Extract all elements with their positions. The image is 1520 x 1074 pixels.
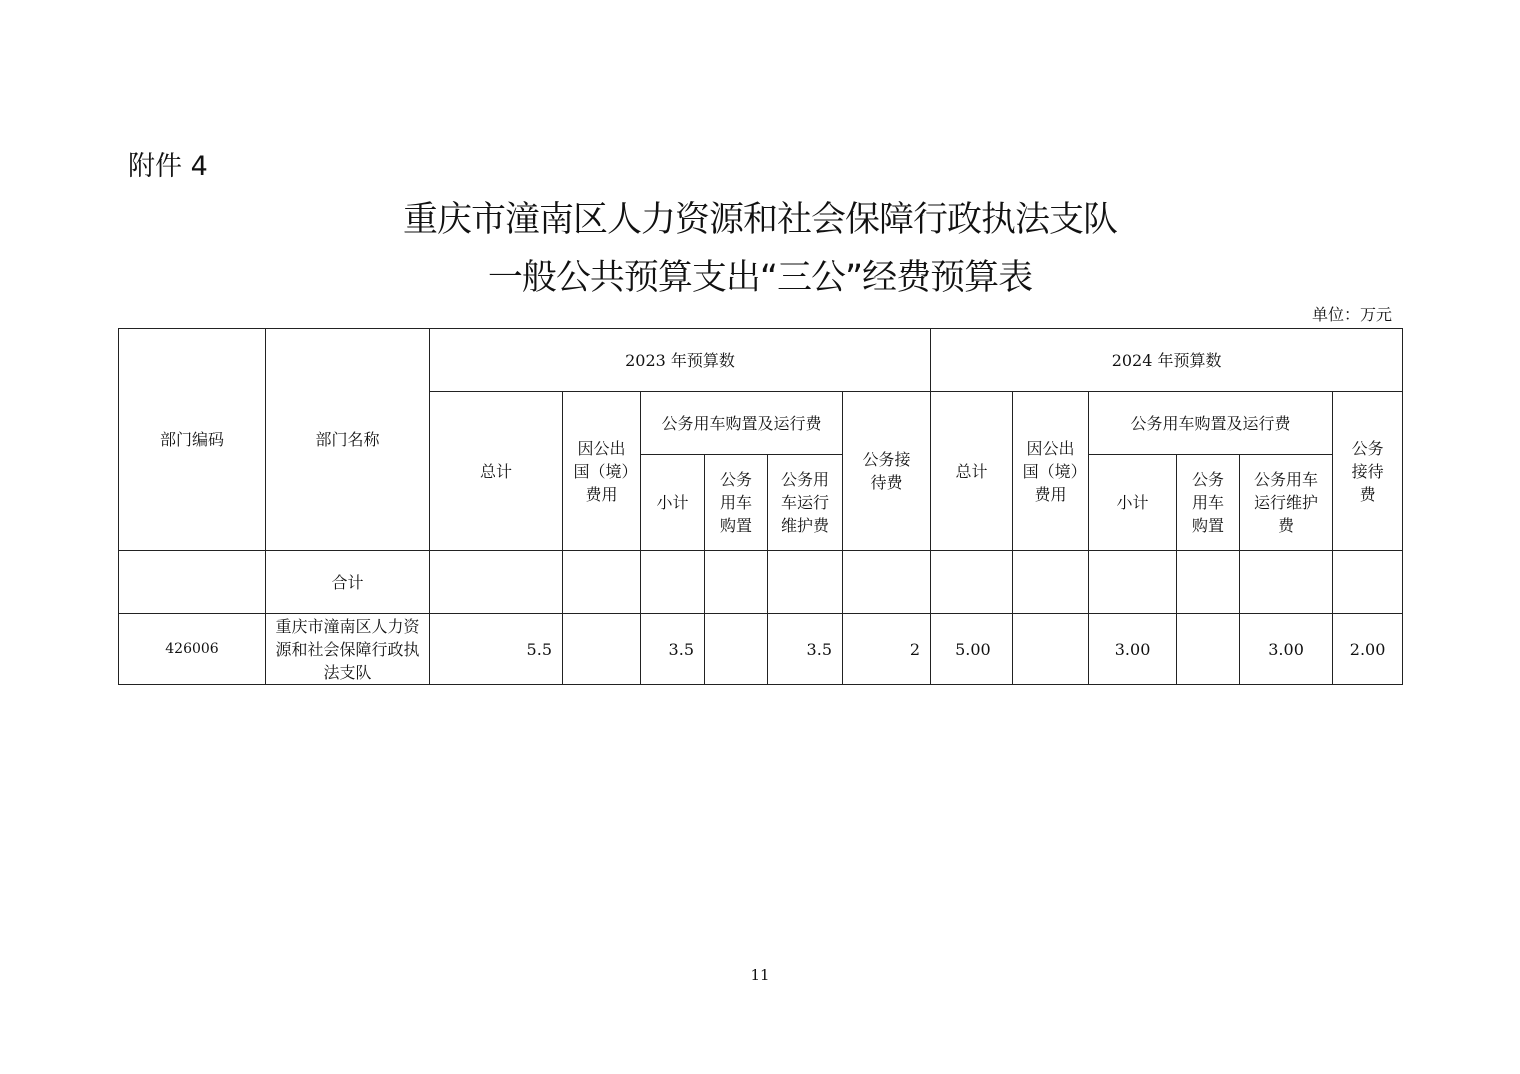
- header-2024-reception-text: 公务接待费: [1351, 438, 1384, 504]
- table-row: [119, 614, 1403, 685]
- header-2024-total: 总计: [931, 392, 1013, 551]
- header-2023-reception: [843, 392, 931, 551]
- header-2023-abroad-text: 因公出国（境）费用: [573, 438, 630, 504]
- total-row: [119, 551, 1403, 614]
- header-2024-car: 公务用车购置及运行费: [1089, 392, 1333, 455]
- header-2024-running: [1240, 455, 1333, 551]
- header-2023-abroad: [563, 392, 641, 551]
- v2024-subtotal: 3.00: [1089, 614, 1177, 685]
- header-2023-purchase: [705, 455, 768, 551]
- header-2024-purchase-text: 公务用车购置: [1192, 470, 1225, 535]
- header-2024-reception: [1333, 392, 1403, 551]
- v2024-reception: 2.00: [1333, 614, 1403, 685]
- header-2024-subtotal: 小计: [1089, 455, 1177, 551]
- v2023-subtotal: 3.5: [641, 614, 705, 685]
- v2023-total: 5.5: [430, 614, 563, 685]
- header-2023-total: 总计: [430, 392, 563, 551]
- header-2023-running: [768, 455, 843, 551]
- header-2023-subtotal: 小计: [641, 455, 705, 551]
- page-title: 重庆市潼南区人力资源和社会保障行政执法支队: [402, 200, 1117, 240]
- header-2024-running-text: 公务用车运行维护费: [1254, 470, 1319, 535]
- total-label: 合计: [266, 551, 430, 614]
- header-2024: 2024 年预算数: [931, 329, 1403, 392]
- header-2023-running-text: 公务用车运行维护费: [780, 470, 829, 535]
- budget-table: [118, 328, 1403, 685]
- v2024-purchase: [1177, 614, 1240, 685]
- total-code-cell: [119, 551, 266, 614]
- unit-label: 单位：万元: [1311, 305, 1392, 324]
- header-2023: 2023 年预算数: [430, 329, 931, 392]
- v2024-total: 5.00: [931, 614, 1013, 685]
- header-2024-purchase: [1177, 455, 1240, 551]
- dept-name-text: 重庆市潼南区人力资源和社会保障行政执法支队: [275, 616, 420, 682]
- page-number: 11: [750, 966, 770, 984]
- v2024-running: 3.00: [1240, 614, 1333, 685]
- dept-name: [266, 614, 430, 685]
- header-2023-car: 公务用车购置及运行费: [641, 392, 843, 455]
- v2023-reception: 2: [843, 614, 931, 685]
- header-2023-purchase-text: 公务用车购置: [719, 470, 752, 535]
- v2023-running: 3.5: [768, 614, 843, 685]
- v2024-abroad: [1013, 614, 1089, 685]
- v2023-purchase: [705, 614, 768, 685]
- header-dept-name: 部门名称: [266, 329, 430, 551]
- v2023-abroad: [563, 614, 641, 685]
- header-2023-reception-text: 公务接待费: [862, 450, 911, 492]
- page-subtitle: 一般公共预算支出“三公”经费预算表: [487, 258, 1033, 298]
- header-2024-abroad: [1013, 392, 1089, 551]
- dept-code: 426006: [119, 614, 266, 685]
- header-2024-abroad-text: 因公出国（境）费用: [1022, 438, 1079, 504]
- attachment-label: 附件 4: [128, 151, 208, 182]
- header-dept-code: 部门编码: [119, 329, 266, 551]
